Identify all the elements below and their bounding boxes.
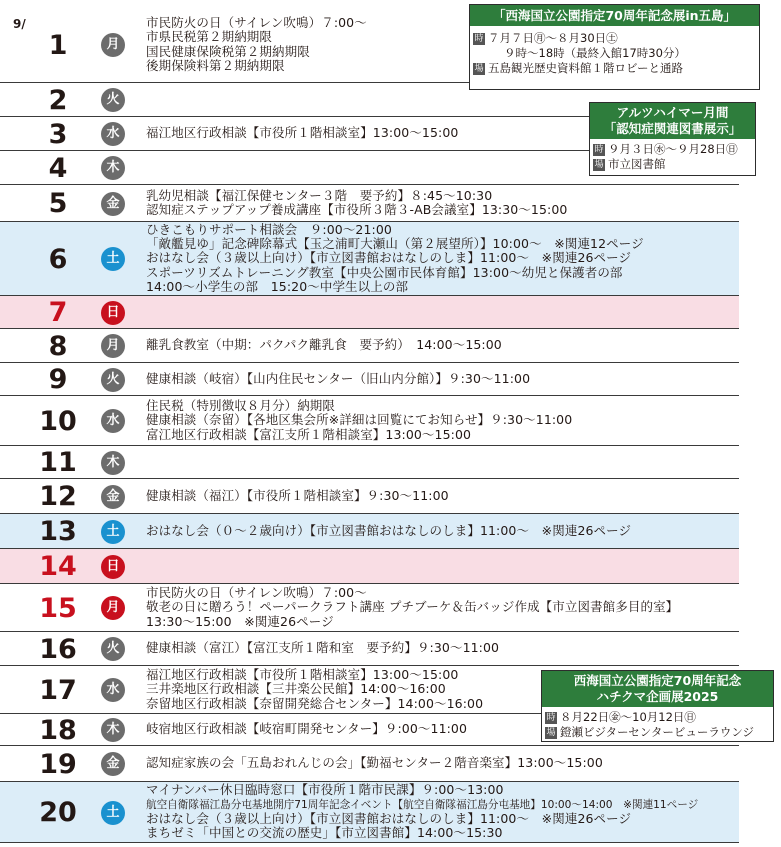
exhibit-callout-header <box>590 103 755 139</box>
day-number: 16 <box>39 634 77 665</box>
day-number: 20 <box>39 797 77 828</box>
event-item: 福江地区行政相談【市役所１階相談室】13:00～15:00 <box>146 125 459 141</box>
event-item: おはなし会（３歳以上向け）【市立図書館おはなしのしま】11:00～ ※関連26ページ <box>146 250 632 266</box>
date-icon: 時 <box>594 144 604 155</box>
event-item: 認知症家族の会「五島おれんじの会」【勤福センター２階音楽室】13:00～15:00 <box>146 755 603 771</box>
weekday-badge: 水 <box>101 678 125 702</box>
weekday-badge: 月 <box>101 334 125 358</box>
weekday-badge: 水 <box>101 122 125 146</box>
exhibit-callout-header <box>542 671 773 707</box>
event-item: 市民防火の日（サイレン吹鳴）７:00～ <box>146 585 367 601</box>
day-number: 14 <box>39 551 77 582</box>
day-number: 1 <box>48 30 68 61</box>
event-item: 「敵艦見ゆ」記念碑除幕式【玉之浦町大瀬山（第２展望所）】10:00～ ※関連12ページ <box>146 236 644 252</box>
event-item: 市民防火の日（サイレン吹鳴）７:00～ <box>146 14 367 30</box>
event-list <box>146 746 736 781</box>
day-number: 11 <box>39 447 77 478</box>
event-item: 航空自衛隊福江島分屯基地開庁71周年記念イベント【航空自衛隊福江島分屯基地】10:00～14:00 ※関連11ページ <box>146 798 699 811</box>
weekday-badge: 金 <box>101 752 125 776</box>
event-item: 健康相談（福江）【市役所１階相談室】９:30～11:00 <box>146 487 449 503</box>
weekday-badge: 土 <box>101 801 125 825</box>
day-number: 12 <box>39 481 77 512</box>
day-number: 4 <box>48 153 68 184</box>
exhibit-place: 市立図書館 <box>608 157 666 171</box>
weekday-badge: 木 <box>101 718 125 742</box>
day-row <box>0 185 739 222</box>
day-row <box>0 296 739 329</box>
day-row <box>0 329 739 363</box>
exhibit-date: ９月３日㊌～９月28日㊐ <box>608 142 738 156</box>
event-list <box>146 296 736 328</box>
event-item: 健康相談（富江）【富江支所１階和室 要予約】９:30～11:00 <box>146 640 500 656</box>
day-number: 13 <box>39 516 77 547</box>
event-list <box>146 549 736 583</box>
event-item: おはなし会（０～２歳向け）【市立図書館おはなしのしま】11:00～ ※関連26ページ <box>146 522 632 538</box>
day-row <box>0 746 739 782</box>
weekday-badge: 木 <box>101 156 125 180</box>
weekday-badge: 土 <box>101 520 125 544</box>
date-icon: 時 <box>474 33 484 44</box>
day-number: 8 <box>48 331 68 362</box>
day-row <box>0 396 739 446</box>
event-item: 奈留地区行政相談【奈留開発総合センター】14:00～16:00 <box>146 695 484 711</box>
day-number: 17 <box>39 675 77 706</box>
weekday-badge: 日 <box>101 301 125 325</box>
place-icon: 場 <box>594 159 604 170</box>
event-item: マイナンバー休日臨時窓口【市役所１階市民課】９:00～13:00 <box>146 782 504 798</box>
exhibit-callout-title: 西海国立公園指定70周年記念 <box>573 673 742 688</box>
event-item: スポーツリズムトレーニング教室【中央公園市民体育館】13:00～幼児と保護者の部 <box>146 264 623 280</box>
weekday-badge: 土 <box>101 247 125 271</box>
exhibit-place: 五島観光歴史資料館１階ロビーと通路 <box>488 61 684 75</box>
weekday-badge: 木 <box>101 451 125 475</box>
day-row <box>0 632 739 666</box>
day-row <box>0 479 739 514</box>
exhibit-place: 鐙瀬ビジターセンタービューラウンジ <box>560 725 755 739</box>
weekday-badge: 月 <box>101 33 125 57</box>
weekday-badge: 水 <box>101 409 125 433</box>
event-item: 健康相談（奈留）【各地区集会所※詳細は回覧にてお知らせ】９:30～11:00 <box>146 412 573 428</box>
event-item: ひきこもりサポート相談会 ９:00～21:00 <box>146 221 392 237</box>
weekday-badge: 金 <box>101 192 125 216</box>
event-item: 健康相談（岐宿）【山内住民センター（旧山内分館）】９:30～11:00 <box>146 370 531 386</box>
exhibit-callout-title: アルツハイマー月間 <box>616 105 729 120</box>
event-item: 認知症ステップアップ養成講座【市役所３階３-AB会議室】13:30～15:00 <box>146 202 568 217</box>
exhibit-callout-saikai <box>469 4 760 90</box>
day-number: 5 <box>48 188 68 219</box>
day-number: 19 <box>39 749 77 780</box>
month-label: 9/ <box>13 17 26 31</box>
weekday-badge: 火 <box>101 637 125 661</box>
event-item: 14:00～小学生の部 15:20～中学生以上の部 <box>146 278 409 294</box>
day-number: 18 <box>39 715 77 746</box>
day-row <box>0 549 739 584</box>
day-number: 10 <box>39 406 77 437</box>
event-list <box>146 222 736 295</box>
weekday-badge: 金 <box>101 485 125 509</box>
event-item: 敬老の日に贈ろう！ペーパークラフト講座 プチブーケ＆缶バッジ作成【市立図書館多目的室】 <box>146 599 679 615</box>
event-list <box>146 632 736 665</box>
event-item: まちゼミ「中国との交流の歴史」【市立図書館】14:00～15:30 <box>146 825 503 841</box>
event-list <box>146 329 736 362</box>
place-icon: 場 <box>546 727 556 738</box>
event-item: おはなし会（３歳以上向け）【市立図書館おはなしのしま】11:00～ ※関連26ページ <box>146 811 632 826</box>
event-item: 乳幼児相談【福江保健センター３階 要予約】８:45～10:30 <box>146 187 493 203</box>
event-list <box>146 396 736 445</box>
weekday-badge: 火 <box>101 88 125 112</box>
exhibit-time: ９時～18時（最終入館17時30分） <box>504 46 686 60</box>
event-item: 後期保険料第２期納期限 <box>146 57 285 73</box>
day-row <box>0 446 739 479</box>
event-list <box>146 514 736 548</box>
day-number: 3 <box>48 119 68 150</box>
day-number: 7 <box>48 297 68 328</box>
event-item: 住民税（特別徴収８月分）納期限 <box>146 398 336 414</box>
exhibit-callout-subtitle: 「認知症関連図書展示」 <box>603 121 742 136</box>
place-icon: 場 <box>474 63 484 74</box>
day-row <box>0 363 739 396</box>
day-number: 2 <box>48 85 68 116</box>
event-item: 国民健康保険税第２期納期限 <box>146 43 310 59</box>
exhibit-callout-hachikuma <box>541 670 774 742</box>
event-item: 三井楽地区行政相談【三井楽公民館】14:00～16:00 <box>146 681 446 697</box>
event-list <box>146 479 736 513</box>
event-list <box>146 363 736 395</box>
event-list <box>146 446 736 478</box>
exhibit-date: ７月７日㊊～８月30日㊏ <box>488 31 618 45</box>
day-number: 15 <box>39 593 77 624</box>
weekday-badge: 日 <box>101 555 125 579</box>
day-row <box>0 584 739 632</box>
event-item: 市県民税第２期納期限 <box>146 29 273 45</box>
day-row <box>0 782 739 843</box>
day-row <box>0 514 739 549</box>
event-list <box>146 584 736 631</box>
exhibit-callout-title: 「西海国立公園指定70周年記念展in五島」 <box>470 5 759 26</box>
weekday-badge: 月 <box>101 596 125 620</box>
date-icon: 時 <box>546 712 556 723</box>
event-list <box>146 185 736 221</box>
day-number: 6 <box>48 244 68 275</box>
event-item: 富江地区行政相談【富江支所１階相談室】13:00～15:00 <box>146 426 472 442</box>
day-number: 9 <box>48 364 68 395</box>
day-row <box>0 222 739 296</box>
event-list <box>146 782 736 842</box>
event-item: 離乳食教室（中期：パクパク離乳食 要予約） 14:00～15:00 <box>146 337 502 353</box>
weekday-badge: 火 <box>101 368 125 392</box>
exhibit-callout-subtitle: ハチクマ企画展2025 <box>596 689 719 704</box>
event-item: 13:30～15:00 ※関連26ページ <box>146 613 334 629</box>
event-item: 福江地区行政相談【市役所１階相談室】13:00～15:00 <box>146 667 459 683</box>
exhibit-callout-alzheimer <box>589 102 756 176</box>
exhibit-date: ８月22日㊎～10月12日㊐ <box>560 710 696 724</box>
event-item: 岐宿地区行政相談【岐宿町開発センター】９:00～11:00 <box>146 721 468 737</box>
